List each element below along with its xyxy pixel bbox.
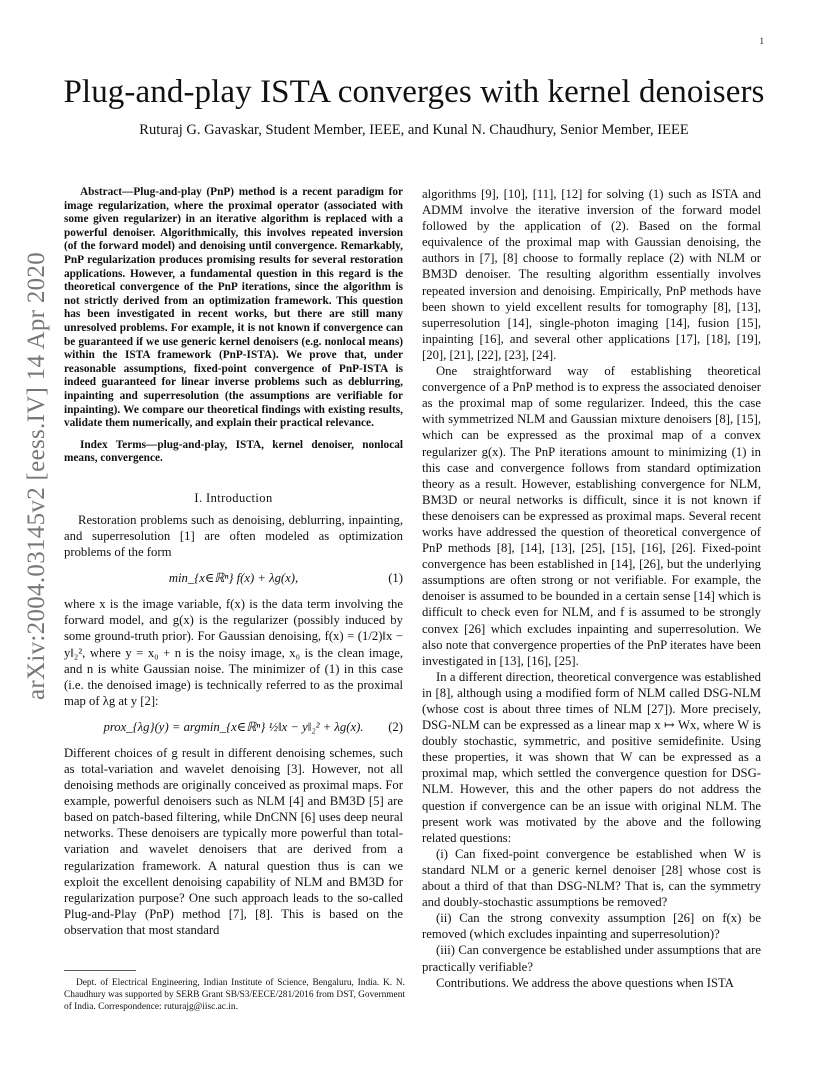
paragraph: where x is the image variable, f(x) is the data term involving the forward model, and g(x) is the regularizer (possibly induced by some ground-truth prior). For Gaussian denoising, f(x) = (1/2)‖x − y‖₂², where y = x₀ + n is the noisy image, x₀ is the clean image, and n is white Gaussian noise. The minimizer of (1) in this case (i.e. the denoised image) is technically referred to as the proximal map of λg at y [2]: [64, 597, 403, 708]
equation-2-body: prox_{λg}(y) = argmin_{x∈ℝⁿ} ½‖x − y‖₂² + λg(x). [103, 719, 364, 734]
left-column [64, 186, 403, 938]
abstract: Abstract—Plug-and-play (PnP) method is a recent paradigm for image regularization, where the proximal operator (associated with some given regularizer) in an iterative algorithm is replaced with a powerful denoiser. Algorithmically, this involves repeated inversion (of the forward model) and denoising until convergence. Remarkably, PnP regularization produces promising results for several restoration applications. However, a fundamental question in this regard is the theoretical convergence of the PnP iterations, since the algorithm is not strictly derived from an optimization framework. This question has been investigated in recent works, but there are still many unresolved problems. For example, it is not known if convergence can be guaranteed if we use generic kernel denoisers (e.g. nonlocal means) within the ISTA framework (PnP-ISTA). We prove that, under reasonable assumptions, fixed-point convergence of PnP-ISTA is indeed guaranteed for linear inverse problems such as deblurring, inpainting and superresolution (the assumptions are verifiable for inpainting). We compare our theoretical findings with existing results, validate them numerically, and explain their practical relevance. [64, 186, 403, 430]
footnote-rule [64, 970, 136, 971]
paragraph: Contributions. We address the above questions when ISTA [436, 975, 734, 990]
section-heading: I. Introduction [194, 490, 273, 505]
equation-1-number: (1) [388, 571, 403, 586]
paragraph: Restoration problems such as denoising, deblurring, inpainting, and superresolution [1] are often modeled as optimization problems of the form [64, 512, 403, 560]
arxiv-stamp [0, 0, 70, 1072]
paragraph: (ii) Can the strong convexity assumption [26] on f(x) be removed (which excludes inpainting and superresolution)? [422, 911, 761, 942]
paragraph: Different choices of g result in different denoising schemes, such as total-variation and wavelet denoising [3]. However, not all denoising methods are originally conceived as proximal maps. For example, powerful denoisers such as NLM [4] and BM3D [5] are based on patch-based filtering, while DnCNN [6] uses deep neural networks. These denoisers are typically more powerful than total-variation and wavelet denoisers that are derived from a regularization framework. A natural question thus is can we exploit the excellent denoising capability of NLM and BM3D for regularization purpose? One such approach leads to the so-called Plug-and-Play (PnP) method [7], [8]. This is based on the observation that most standard [64, 745, 403, 937]
paragraph: algorithms [9], [10], [11], [12] for solving (1) such as ISTA and ADMM involve the iterative inversion of the forward model followed by the application of (2). Based on the formal equivalence of the proximal map with Gaussian denoising, the authors in [7], [8] choose to formally replace (2) with NLM or BM3D denoiser. The resulting algorithm essentially involves repeated inversion and denoising. Empirically, PnP methods have been shown to yield excellent results for tomography [8], [13], superresolution [14], single-photon imaging [14], fusion [15], inpainting [16], and several other applications [17], [18], [19], [20], [21], [22], [23], [24]. [422, 187, 761, 362]
arxiv-id: arXiv:2004.03145v2 [eess.IV] 14 Apr 2020 [23, 251, 50, 701]
equation-1-body: min_{x∈ℝⁿ} f(x) + λg(x), [168, 571, 299, 586]
footnote: Dept. of Electrical Engineering, Indian Institute of Science, Bengaluru, India. K. N. Chaudhury was supported by SERB Grant SB/S3/EECE/281/2016 from DST, Government of India. Correspondence: ruturajg@iisc.ac.in. [64, 978, 405, 1012]
equation-1 [64, 560, 403, 596]
paper-title: Plug-and-play ISTA converges with kernel denoisers [63, 74, 765, 110]
paragraph: (i) Can fixed-point convergence be established when W is standard NLM or a generic kernel denoiser [28] whose cost is about a third of that than DSG-NLM? That is, can the symmetry and doubly-stochastic assumptions be removed? [422, 846, 761, 910]
equation-2 [64, 709, 403, 745]
paper-authors: Ruturaj G. Gavaskar, Student Member, IEEE, and Kunal N. Chaudhury, Senior Member, IEEE [139, 122, 689, 138]
page-number: 1 [759, 36, 764, 46]
paragraph: (iii) Can convergence be established under assumptions that are practically verifiable? [422, 943, 761, 974]
paragraph: One straightforward way of establishing theoretical convergence of a PnP method is to express the associated denoiser as the proximal map of some regularizer. Indeed, this the case with symmetrized NLM and Gaussian mixture denoisers [8], [15], which can be expressed as the proximal map of a convex regularizer g(x). The PnP iterations amount to minimizing (1) in this case and convergence follows from standard optimization theory as a result. However, establishing convergence for NLM, BM3D or neural networks is difficult, since it is not known if these denoisers can be expressed as proximal maps. Several recent works have addressed the question of theoretical convergence of PnP methods [8], [14], [13], [25], [15], [16], [26]. Fixed-point convergence has been established in [14], [26], but the underlying assumptions are often strong or not verifiable. For example, the denoiser is assumed to be bounded in a certain sense [14] which is difficult to check even for NLM, and f is assumed to be strongly convex [26] which excludes inpainting and superresolution. We also note that convergence properties of the PnP iterates have been investigated in [13], [16], [25]. [422, 364, 761, 668]
equation-2-number: (2) [388, 719, 403, 734]
right-column [422, 186, 761, 991]
paragraph: In a different direction, theoretical convergence was established in [8], although using a modified form of NLM called DSG-NLM (whose cost is about three times of NLM [27]). More precisely, DSG-NLM can be expressed as a linear map x ↦ Wx, where W is doubly stochastic, symmetric, and positive semidefinite. Using these properties, it was shown that W can be expressed as a proximal map, which settled the convergence question for DSG-NLM. However, this and the other papers do not address the question if convergence can be an issue with original NLM. The present work was motivated by the above and the following related questions: [422, 669, 761, 845]
index-terms: Index Terms—plug-and-play, ISTA, kernel denoiser, nonlocal means, convergence. [64, 438, 403, 465]
